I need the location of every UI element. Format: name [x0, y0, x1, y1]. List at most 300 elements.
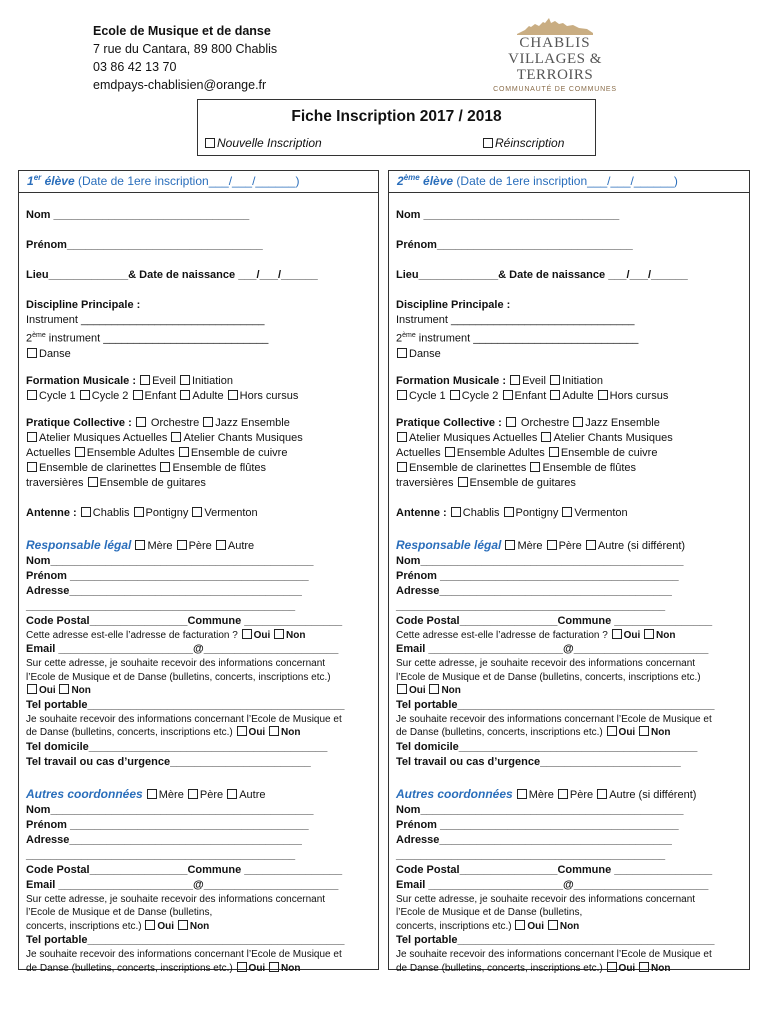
school-header: [93, 22, 277, 94]
autres-nom[interactable]: Nom___________________________________________: [26, 803, 314, 816]
checkbox-icon[interactable]: [515, 920, 525, 930]
student-2-fields: [396, 208, 714, 975]
logo: [470, 14, 640, 93]
field-text: Père: [199, 788, 224, 801]
field-text: Autres coordonnées: [26, 786, 143, 801]
cycle-row[interactable]: [396, 389, 714, 404]
checkbox-icon[interactable]: [639, 962, 649, 972]
school-email: emdpays-chablisien@orange.fr: [93, 78, 267, 92]
field-text: Autre: [239, 788, 266, 801]
autres-recv-2: l’Ecole de Musique et de Danse (bulletins,: [396, 907, 583, 919]
checkbox-icon[interactable]: [558, 789, 568, 799]
field-text: Atelier Musiques Actuelles: [39, 431, 168, 444]
field-text: Pontigny: [145, 506, 189, 519]
autres-recv-1: Sur cette adresse, je souhaite recevoir des informations concernant: [396, 893, 696, 905]
autres-tel-portable[interactable]: Tel portable__________________________________________: [26, 934, 345, 947]
checkbox-icon[interactable]: [274, 629, 284, 639]
field-text: Autre: [227, 539, 255, 552]
field-text: 1: [27, 174, 34, 188]
checkbox-icon[interactable]: [548, 920, 558, 930]
checkbox-icon[interactable]: [27, 684, 37, 694]
resp-tel-recv-1: Je souhaite recevoir des informations concernant l’Ecole de Musique et: [396, 713, 712, 725]
checkbox-icon[interactable]: [506, 417, 516, 427]
field-text: Oui: [623, 629, 641, 641]
field-text: Antenne :: [396, 506, 447, 519]
checkbox-icon[interactable]: [242, 629, 252, 639]
checkbox-icon[interactable]: [562, 507, 572, 517]
resp-email-ouinon[interactable]: [26, 684, 344, 698]
resp-cp[interactable]: Code Postal________________Commune ________________: [26, 614, 343, 627]
resp-adresse-2[interactable]: ____________________________________________: [26, 599, 296, 612]
ensemble-row-2[interactable]: [26, 461, 344, 476]
checkbox-icon[interactable]: [81, 507, 91, 517]
field-text: Ensemble de cuivre: [190, 446, 288, 459]
field-text: Non: [281, 962, 301, 974]
resp-adresse[interactable]: Adresse______________________________________: [26, 584, 302, 597]
checkbox-icon[interactable]: [59, 684, 69, 694]
ensemble-row-3[interactable]: [26, 476, 344, 491]
checkbox-icon[interactable]: [192, 507, 202, 517]
field-text: Non: [286, 629, 306, 641]
resp-email-ouinon[interactable]: [396, 684, 714, 698]
field-text: Prénom________________________________: [396, 239, 633, 251]
resp-facturation[interactable]: [396, 629, 714, 643]
field-text: de Danse (bulletins, concerts, inscriptions etc.): [26, 962, 233, 974]
field-text: Ensemble de flûtes: [172, 461, 267, 474]
field-text: Danse: [409, 347, 441, 360]
checkbox-icon[interactable]: [216, 540, 226, 550]
field-text: traversières: [26, 476, 84, 489]
field-text: instrument ___________________________: [45, 332, 269, 345]
field-text: Jazz Ensemble: [585, 416, 660, 429]
student-1-column: [18, 170, 379, 974]
autres-tel-recv-2[interactable]: [396, 962, 714, 976]
logo-line1: CHABLIS: [519, 35, 591, 51]
resp-adresse[interactable]: Adresse______________________________________: [396, 584, 672, 597]
checkbox-icon[interactable]: [227, 789, 237, 799]
instrument2-field[interactable]: [26, 328, 344, 347]
autres-adresse-2[interactable]: ____________________________________________: [26, 848, 296, 861]
checkbox-icon[interactable]: [445, 447, 455, 457]
field-text: Ensemble de guitares: [469, 476, 576, 489]
resp-heading: [26, 538, 344, 554]
field-text: Non: [656, 629, 676, 641]
field-text: Oui: [157, 920, 175, 932]
field-text: Ensemble Adultes: [86, 446, 175, 459]
checkbox-icon[interactable]: [541, 432, 551, 442]
field-text: Antenne :: [26, 506, 77, 519]
checkbox-icon[interactable]: [483, 138, 493, 148]
pratique-row: [26, 416, 344, 431]
checkbox-icon[interactable]: [549, 447, 559, 457]
field-text: Père: [558, 539, 582, 552]
field-text: Ensemble de flûtes: [542, 461, 637, 474]
checkbox-icon[interactable]: [397, 390, 407, 400]
field-text: Vermenton: [574, 506, 628, 519]
autres-prenom[interactable]: Prénom _______________________________________: [26, 818, 309, 831]
field-text: Discipline Principale :: [396, 299, 511, 311]
ensemble-row-2[interactable]: [396, 461, 714, 476]
field-text: Nom ________________________________: [26, 209, 250, 221]
checkbox-icon[interactable]: [237, 726, 247, 736]
resp-tel-domicile[interactable]: Tel domicile_______________________________________: [26, 740, 328, 753]
checkbox-icon[interactable]: [269, 726, 279, 736]
field-text: de Danse (bulletins, concerts, inscriptions etc.): [396, 962, 603, 974]
checkbox-icon[interactable]: [203, 417, 213, 427]
resp-facturation[interactable]: [26, 629, 344, 643]
field-text: 2: [26, 332, 33, 345]
town-silhouette-icon: [470, 14, 640, 36]
antenne-row[interactable]: [26, 506, 344, 521]
field-text: Père: [188, 539, 212, 552]
checkbox-icon[interactable]: [607, 962, 617, 972]
field-text: Pontigny: [515, 506, 559, 519]
resp-email-recv-1: Sur cette adresse, je souhaite recevoir des informations concernant: [396, 658, 696, 670]
field-text: Non: [71, 685, 91, 697]
resp-nom[interactable]: Nom___________________________________________: [396, 554, 684, 567]
checkbox-icon[interactable]: [597, 789, 607, 799]
field-text: Oui: [618, 727, 636, 739]
checkbox-icon[interactable]: [147, 789, 157, 799]
resp-tel-recv-2[interactable]: [26, 726, 344, 740]
danse-option[interactable]: [26, 347, 344, 362]
field-text: Non: [441, 685, 461, 697]
field-text: Oui: [253, 629, 271, 641]
field-text: Actuelles: [396, 446, 441, 459]
autres-cp[interactable]: Code Postal________________Commune ________________: [26, 863, 343, 876]
resp-adresse-2[interactable]: ____________________________________________: [396, 599, 666, 612]
discipline-label: [26, 298, 344, 313]
checkbox-icon[interactable]: [639, 726, 649, 736]
field-text: Orchestre: [520, 416, 570, 429]
checkbox-icon[interactable]: [134, 507, 144, 517]
field-text: de Danse (bulletins, concerts, inscriptions etc.): [26, 727, 233, 739]
checkbox-icon[interactable]: [598, 390, 608, 400]
field-text: concerts, inscriptions etc.): [26, 920, 142, 932]
lieu-date-field[interactable]: [26, 268, 344, 283]
nom-field[interactable]: [396, 208, 714, 223]
field-text: Ensemble de clarinettes: [39, 461, 157, 474]
checkbox-icon[interactable]: [145, 920, 155, 930]
resp-email[interactable]: Email ______________________@______________________: [396, 643, 709, 656]
autres-recv-1: Sur cette adresse, je souhaite recevoir des informations concernant: [26, 893, 326, 905]
field-text: Autres coordonnées: [396, 786, 513, 801]
field-text: er: [33, 173, 42, 182]
instrument-field[interactable]: [26, 313, 344, 328]
danse-option[interactable]: [396, 347, 714, 362]
ensemble-row-3[interactable]: [396, 476, 714, 491]
field-text: de Danse (bulletins, concerts, inscriptions etc.): [396, 727, 603, 739]
field-text: Oui: [248, 727, 266, 739]
field-text: Nom ________________________________: [396, 209, 620, 221]
field-text: Pratique Collective :: [26, 416, 132, 429]
field-text: Lieu_____________& Date de naissance ___/___/______: [26, 269, 318, 281]
nom-field[interactable]: [26, 208, 344, 223]
field-text: Hors cursus: [609, 389, 669, 402]
resp-cp[interactable]: Code Postal________________Commune ________________: [396, 614, 713, 627]
checkbox-icon[interactable]: [550, 375, 560, 385]
checkbox-icon[interactable]: [573, 417, 583, 427]
form-title: Fiche Inscription 2017 / 2018: [291, 108, 502, 125]
field-text: Cycle 2: [91, 389, 129, 402]
checkbox-icon[interactable]: [188, 789, 198, 799]
resp-nom[interactable]: Nom___________________________________________: [26, 554, 314, 567]
field-text: Actuelles: [26, 446, 71, 459]
instrument2-field[interactable]: [396, 328, 714, 347]
field-text: Vermenton: [204, 506, 258, 519]
checkbox-icon[interactable]: [550, 390, 560, 400]
field-text: Autre (si différent): [609, 788, 697, 801]
field-text: Oui: [248, 962, 266, 974]
field-text: Chablis: [462, 506, 500, 519]
instrument-field[interactable]: [396, 313, 714, 328]
school-phone: 03 86 42 13 70: [93, 60, 177, 74]
ensemble-row-1[interactable]: [26, 446, 344, 461]
field-text: Instrument ______________________________: [396, 314, 635, 326]
field-text: Instrument ______________________________: [26, 314, 265, 326]
checkbox-icon[interactable]: [450, 390, 460, 400]
checkbox-icon[interactable]: [171, 432, 181, 442]
student-1-header: [19, 171, 378, 193]
prenom-field[interactable]: [396, 238, 714, 253]
new-registration-option[interactable]: Nouvelle Inscription: [204, 136, 322, 150]
autres-tel-recv-2[interactable]: [26, 962, 344, 976]
ensemble-row-1[interactable]: [396, 446, 714, 461]
resp-tel-domicile[interactable]: Tel domicile_______________________________________: [396, 740, 698, 753]
field-text: Atelier Chants Musiques: [553, 431, 673, 444]
checkbox-icon[interactable]: [237, 962, 247, 972]
field-text: Chablis: [92, 506, 130, 519]
checkbox-icon[interactable]: [547, 540, 557, 550]
field-text: Adulte: [562, 389, 594, 402]
field-text: Discipline Principale :: [26, 299, 141, 311]
formation-row: [26, 374, 344, 389]
resp-email-recv-1: Sur cette adresse, je souhaite recevoir des informations concernant: [26, 658, 326, 670]
autres-recv-3[interactable]: [396, 920, 714, 934]
resp-email[interactable]: Email ______________________@______________________: [26, 643, 339, 656]
autres-email[interactable]: Email ______________________@______________________: [396, 878, 709, 891]
field-text: Hors cursus: [239, 389, 299, 402]
formation-row: [396, 374, 714, 389]
atelier-row[interactable]: [26, 431, 344, 446]
student-2-column: [388, 170, 750, 974]
field-text: Père: [569, 788, 594, 801]
field-text: Lieu_____________& Date de naissance ___/___/______: [396, 269, 688, 281]
checkbox-icon[interactable]: [458, 477, 468, 487]
pratique-row: [396, 416, 714, 431]
student-1-fields: [26, 208, 344, 975]
field-text: Enfant: [514, 389, 547, 402]
autres-recv-2: l’Ecole de Musique et de Danse (bulletins,: [26, 907, 213, 919]
field-text: Non: [559, 920, 580, 932]
field-text: Oui: [527, 920, 545, 932]
field-text: traversières: [396, 476, 454, 489]
checkbox-icon[interactable]: [269, 962, 279, 972]
field-text: Atelier Musiques Actuelles: [409, 431, 538, 444]
autres-tel-recv-1: Je souhaite recevoir des informations concernant l’Ecole de Musique et: [26, 949, 342, 961]
checkbox-icon[interactable]: [644, 629, 654, 639]
field-text: Eveil: [522, 374, 546, 387]
checkbox-icon[interactable]: [136, 417, 146, 427]
resp-prenom[interactable]: Prénom _______________________________________: [396, 569, 679, 582]
checkbox-icon[interactable]: [177, 540, 187, 550]
resp-tel-recv-2[interactable]: [396, 726, 714, 740]
checkbox-icon[interactable]: [140, 375, 150, 385]
field-text: Formation Musicale :: [26, 374, 137, 387]
field-text: Ensemble de cuivre: [560, 446, 658, 459]
checkbox-icon[interactable]: [160, 462, 170, 472]
student-2-header: [389, 171, 749, 193]
autres-adresse[interactable]: Adresse______________________________________: [396, 833, 672, 846]
antenne-row[interactable]: [396, 506, 714, 521]
field-text: Cycle 2: [461, 389, 499, 402]
checkbox-icon[interactable]: [135, 540, 145, 550]
field-text: Initiation: [562, 374, 603, 387]
field-text: Atelier Chants Musiques: [183, 431, 303, 444]
checkbox-icon[interactable]: [504, 507, 514, 517]
field-text: Adulte: [192, 389, 224, 402]
field-text: Oui: [618, 962, 636, 974]
form-title-box: [197, 99, 596, 156]
cycle-row[interactable]: [26, 389, 344, 404]
checkbox-icon[interactable]: [180, 375, 190, 385]
field-text: (Date de 1ere inscription___/___/______): [74, 174, 300, 188]
field-text: Ensemble de clarinettes: [409, 461, 527, 474]
field-text: Mère: [147, 539, 173, 552]
field-text: Non: [651, 727, 671, 739]
field-text: instrument ___________________________: [415, 332, 639, 345]
resp-email-recv-2: l’Ecole de Musique et de Danse (bulletins, concerts, inscriptions etc.): [26, 671, 331, 683]
checkbox-icon[interactable]: [510, 375, 520, 385]
checkbox-icon[interactable]: [133, 390, 143, 400]
autres-recv-3[interactable]: [26, 920, 344, 934]
field-text: Eveil: [152, 374, 176, 387]
field-text: Oui: [39, 685, 56, 697]
autres-tel-recv-1: Je souhaite recevoir des informations concernant l’Ecole de Musique et: [396, 949, 712, 961]
checkbox-icon[interactable]: [503, 390, 513, 400]
checkbox-icon[interactable]: [451, 507, 461, 517]
field-text: élève: [423, 174, 454, 188]
autres-cp[interactable]: Code Postal________________Commune ________________: [396, 863, 713, 876]
field-text: 2: [397, 174, 404, 188]
resp-prenom[interactable]: Prénom _______________________________________: [26, 569, 309, 582]
checkbox-icon[interactable]: [607, 726, 617, 736]
checkbox-icon[interactable]: [178, 920, 188, 930]
checkbox-icon[interactable]: [505, 540, 515, 550]
checkbox-icon[interactable]: [27, 432, 37, 442]
field-text: Responsable légal: [26, 537, 132, 552]
resp-heading: [396, 538, 714, 554]
field-text: Autre (si différent): [597, 539, 686, 552]
field-text: ème: [403, 173, 420, 182]
checkbox-icon[interactable]: [80, 390, 90, 400]
field-text: Non: [189, 920, 210, 932]
field-text: Danse: [39, 347, 71, 360]
school-address: 7 rue du Cantara, 89 800 Chablis: [93, 42, 278, 56]
checkbox-icon[interactable]: [397, 432, 407, 442]
autres-heading: [396, 787, 714, 803]
resp-tel-travail[interactable]: Tel travail ou cas d’urgence_______________________: [26, 755, 311, 768]
field-text: Ensemble Adultes: [456, 446, 545, 459]
field-text: Non: [651, 962, 671, 974]
field-text: concerts, inscriptions etc.): [396, 920, 512, 932]
field-text: Mère: [158, 788, 184, 801]
discipline-label: [396, 298, 714, 313]
checkbox-icon[interactable]: [75, 447, 85, 457]
atelier-row[interactable]: [396, 431, 714, 446]
autres-email[interactable]: Email ______________________@______________________: [26, 878, 339, 891]
field-text: Non: [281, 727, 301, 739]
field-text: ème: [402, 332, 416, 339]
autres-nom[interactable]: Nom___________________________________________: [396, 803, 684, 816]
field-text: [27, 174, 75, 188]
checkbox-icon[interactable]: [27, 348, 37, 358]
logo-line3: COMMUNAUTÉ DE COMMUNES: [493, 86, 617, 93]
field-text: Cycle 1: [39, 389, 76, 402]
field-text: Prénom________________________________: [26, 239, 263, 251]
checkbox-icon[interactable]: [429, 684, 439, 694]
field-text: Responsable légal: [396, 537, 502, 552]
checkbox-icon[interactable]: [88, 477, 98, 487]
renewal-option[interactable]: Réinscription: [482, 136, 564, 150]
checkbox-icon[interactable]: [180, 390, 190, 400]
prenom-field[interactable]: [26, 238, 344, 253]
resp-tel-recv-1: Je souhaite recevoir des informations concernant l’Ecole de Musique et: [26, 713, 342, 725]
autres-heading: [26, 787, 344, 803]
checkbox-icon[interactable]: [397, 348, 407, 358]
field-text: Mère: [517, 539, 543, 552]
resp-email-recv-2: l’Ecole de Musique et de Danse (bulletins, concerts, inscriptions etc.): [396, 671, 701, 683]
field-text: Formation Musicale :: [396, 374, 507, 387]
field-text: ème: [32, 332, 46, 339]
checkbox-icon[interactable]: [586, 540, 596, 550]
field-text: Orchestre: [150, 416, 200, 429]
field-text: 2: [396, 332, 403, 345]
autres-prenom[interactable]: Prénom _______________________________________: [396, 818, 679, 831]
checkbox-icon[interactable]: [530, 462, 540, 472]
autres-adresse[interactable]: Adresse______________________________________: [26, 833, 302, 846]
checkbox-icon[interactable]: [397, 684, 407, 694]
field-text: élève: [44, 174, 75, 188]
field-text: Cycle 1: [409, 389, 446, 402]
field-text: [397, 174, 453, 188]
checkbox-icon[interactable]: [397, 462, 407, 472]
lieu-date-field[interactable]: [396, 268, 714, 283]
field-text: Initiation: [192, 374, 233, 387]
resp-tel-portable[interactable]: Tel portable__________________________________________: [26, 698, 345, 711]
resp-tel-travail[interactable]: Tel travail ou cas d’urgence_______________________: [396, 755, 681, 768]
autres-adresse-2[interactable]: ____________________________________________: [396, 848, 666, 861]
field-text: Oui: [409, 685, 426, 697]
field-text: Pratique Collective :: [396, 416, 502, 429]
checkbox-icon[interactable]: [27, 462, 37, 472]
checkbox-icon[interactable]: [205, 138, 215, 148]
checkbox-icon[interactable]: [179, 447, 189, 457]
field-text: Enfant: [144, 389, 177, 402]
field-text: Cette adresse est-elle l’adresse de facturation ?: [26, 629, 238, 641]
checkbox-icon[interactable]: [517, 789, 527, 799]
field-text: Jazz Ensemble: [215, 416, 290, 429]
field-text: Ensemble de guitares: [99, 476, 206, 489]
checkbox-icon[interactable]: [612, 629, 622, 639]
resp-tel-portable[interactable]: Tel portable__________________________________________: [396, 698, 715, 711]
checkbox-icon[interactable]: [27, 390, 37, 400]
logo-line2: VILLAGES & TERROIRS: [508, 51, 602, 83]
field-text: (Date de 1ere inscription___/___/______): [453, 174, 678, 188]
checkbox-icon[interactable]: [228, 390, 238, 400]
autres-tel-portable[interactable]: Tel portable__________________________________________: [396, 934, 715, 947]
field-text: Mère: [528, 788, 554, 801]
